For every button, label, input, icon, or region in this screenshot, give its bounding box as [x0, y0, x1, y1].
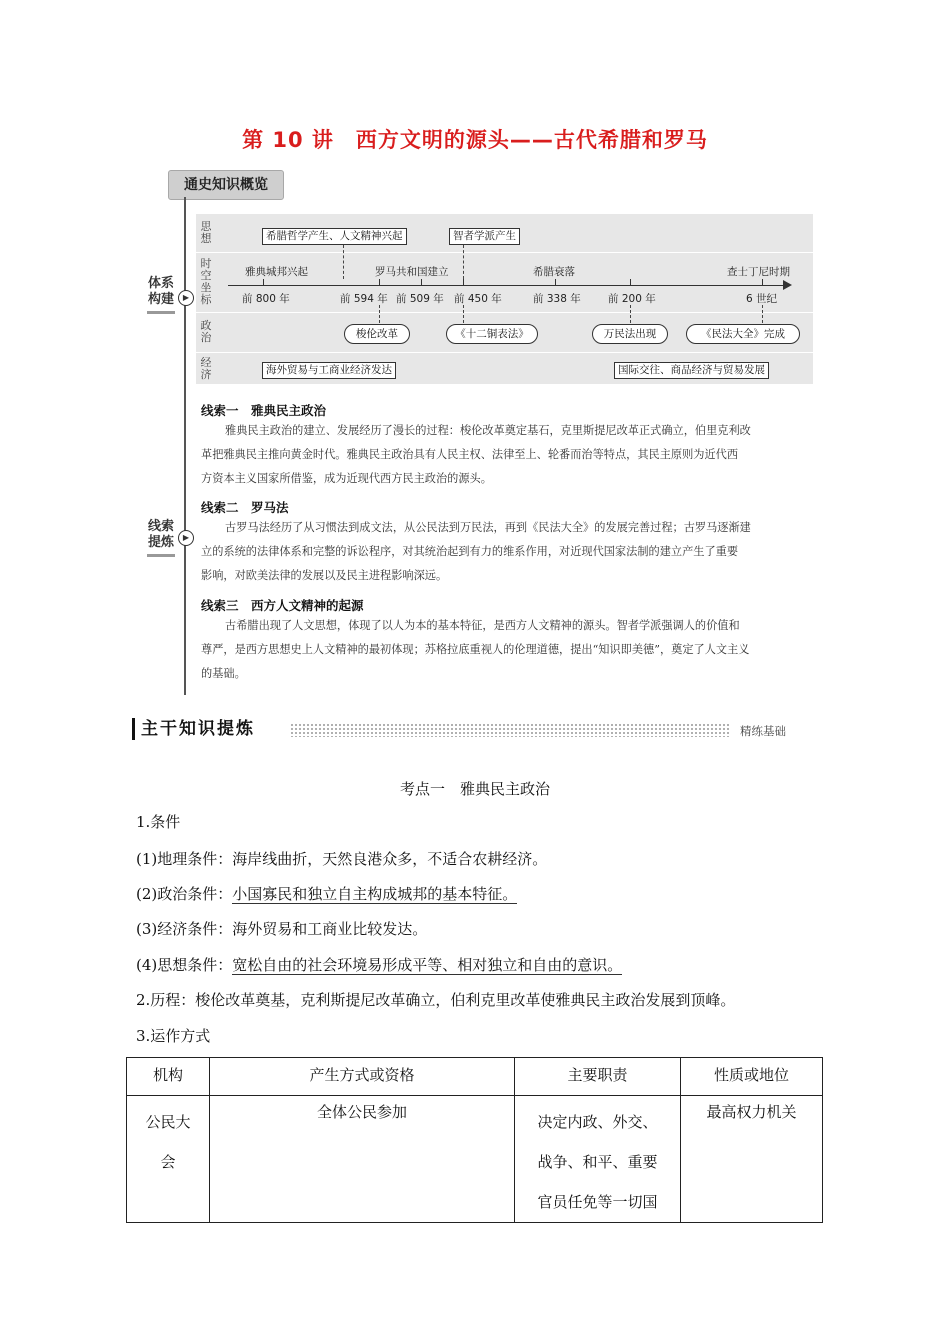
politics-oval: 《十二铜表法》: [446, 324, 538, 344]
event-label: 罗马共和国建立: [375, 266, 449, 278]
clue-line: 尊严，是西方思想史上人文精神的最初体现；苏格拉底重视人的伦理道德，提出“知识即美德”，奠定了人文主义: [201, 643, 750, 656]
timeline-spine: [184, 197, 186, 695]
clue-paragraph: [201, 614, 811, 686]
condition-eco: [136, 919, 427, 939]
year-label: 前 594 年: [340, 293, 388, 305]
cell-line: 官员任免等一切国: [537, 1193, 658, 1211]
cell-line: 战争、和平、重要: [537, 1153, 658, 1171]
condition-idea: [136, 955, 622, 975]
axis-tick: [263, 279, 264, 286]
lesson-title: 第 10 讲 西方文明的源头——古代希腊和罗马: [242, 128, 708, 152]
clue-line: 古希腊出现了人文思想，体现了以人为本的基本特征，是西方人文精神的源头。智者学派强调人的价值和: [225, 619, 740, 632]
politics-oval: 梭伦改革: [344, 324, 410, 344]
table-header: 主要职责: [515, 1058, 681, 1096]
connector-line: [343, 245, 344, 279]
arrow-right-icon: [783, 280, 792, 290]
condition-label: (2)政治条件：: [136, 885, 233, 903]
operation-table: [126, 1057, 823, 1223]
clue-line: 立的系统的法律体系和完整的诉讼程序，对其统治起到有力的维系作用，对近现代国家法制的建立产生了重要: [201, 545, 739, 558]
axis-tick: [630, 279, 631, 286]
cell-line: 公民大: [145, 1113, 191, 1131]
condition-text: 宽松自由的社会环境易形成平等、相对独立和自由的意识。: [232, 956, 623, 974]
row-separator: [196, 312, 813, 313]
event-label: 希腊衰落: [533, 266, 575, 278]
cell-line: 会: [160, 1153, 176, 1171]
axis-tick: [379, 279, 380, 286]
clue-paragraph: [201, 419, 811, 491]
clue-line: 古罗马法经历了从习惯法到成文法，从公民法到万民法，再到《民法大全》的发展完善过程；古罗马逐渐建: [225, 521, 751, 534]
table-header: 机构: [127, 1058, 210, 1096]
clue-line: 革把雅典民主推向黄金时代。雅典民主政治具有人民主权、法律至上、轮番而治等特点，其民主原则为近代西: [201, 448, 739, 461]
cell-line: 决定内政、外交、: [537, 1113, 658, 1131]
politics-oval: 万民法出现: [592, 324, 668, 344]
table-cell: [515, 1096, 681, 1223]
table-header: 性质或地位: [681, 1058, 823, 1096]
clue-heading: 线索一 雅典民主政治: [201, 403, 327, 418]
table-cell: 全体公民参加: [210, 1096, 515, 1223]
table-cell: 最高权力机关: [681, 1096, 823, 1223]
point-title: 考点一 雅典民主政治: [399, 780, 550, 798]
condition-label: (1)地理条件：: [136, 850, 233, 868]
year-label: 6 世纪: [746, 293, 778, 305]
row-label-economy: 经济: [200, 356, 212, 381]
condition-text: 小国寡民和独立自主构成城邦的基本特征。: [232, 885, 518, 903]
connector-line: [762, 305, 763, 323]
clue-heading: 线索三 西方人文精神的起源: [201, 598, 364, 613]
year-label: 前 338 年: [533, 293, 581, 305]
clue-line: 方资本主义国家所借鉴，成为近现代西方民主政治的源头。: [201, 472, 492, 485]
year-label: 前 450 年: [454, 293, 502, 305]
connector-line: [630, 305, 631, 323]
conditions-heading: 1.条件: [136, 813, 181, 831]
connector-line: [463, 245, 464, 279]
axis-tick: [555, 279, 556, 286]
economy-box: 国际交往、商品经济与贸易发展: [614, 362, 769, 379]
year-label: 前 200 年: [608, 293, 656, 305]
overview-banner: 通史知识概览: [168, 170, 284, 200]
table-row: [127, 1096, 823, 1223]
clue-line: 雅典民主政治的建立、发展经历了漫长的过程：梭伦改革奠定基石，克里斯提尼改革正式确立，伯里克利改: [225, 424, 751, 437]
axis-tick: [463, 279, 464, 286]
row-label-time: 时空坐标: [200, 257, 212, 306]
clue-line: 的基础。: [201, 667, 246, 680]
table-header-row: [127, 1058, 823, 1096]
clue-paragraph: [201, 516, 811, 588]
axis-tick: [762, 279, 763, 286]
row-label-politics: 政治: [200, 319, 212, 344]
clue-line: 影响，对欧美法律的发展以及民主进程影响深远。: [201, 569, 448, 582]
operation-heading: 3.运作方式: [136, 1027, 211, 1045]
clue-heading: 线索二 罗马法: [201, 500, 289, 515]
thought-box: 希腊哲学产生、人文精神兴起: [262, 228, 407, 245]
table-cell: [127, 1096, 210, 1223]
thought-box: 智者学派产生: [449, 228, 520, 245]
table-header: 产生方式或资格: [210, 1058, 515, 1096]
condition-label: (4)思想条件：: [136, 956, 233, 974]
politics-oval: 《民法大全》完成: [686, 324, 800, 344]
play-icon: ▶: [178, 530, 194, 546]
process-line: 2.历程：梭伦改革奠基，克利斯提尼改革确立，伯利克里改革使雅典民主政治发展到顶峰。: [136, 991, 736, 1009]
row-separator: [196, 252, 813, 253]
condition-text: 海岸线曲折，天然良港众多，不适合农耕经济。: [232, 850, 548, 868]
timeline-axis: [228, 285, 788, 286]
condition-geo: [136, 849, 547, 869]
year-label: 前 509 年: [396, 293, 444, 305]
play-icon: ▶: [178, 290, 194, 306]
event-label: 雅典城邦兴起: [245, 266, 308, 278]
section-divider: [290, 723, 730, 737]
side-label-system: 体系构建: [148, 276, 174, 314]
event-label: 查士丁尼时期: [727, 266, 790, 278]
condition-pol: [136, 884, 517, 904]
section-title: 主干知识提炼: [132, 718, 255, 740]
condition-label: (3)经济条件：: [136, 920, 233, 938]
row-label-thought: 思想: [200, 220, 212, 245]
year-label: 前 800 年: [242, 293, 290, 305]
economy-box: 海外贸易与工商业经济发达: [262, 362, 396, 379]
condition-text: 海外贸易和工商业比较发达。: [232, 920, 428, 938]
connector-line: [463, 305, 464, 323]
row-separator: [196, 352, 813, 353]
axis-tick: [421, 279, 422, 286]
connector-line: [379, 305, 380, 323]
section-tag: 精练基础: [740, 724, 786, 738]
side-label-clues: 线索提炼: [148, 519, 174, 557]
